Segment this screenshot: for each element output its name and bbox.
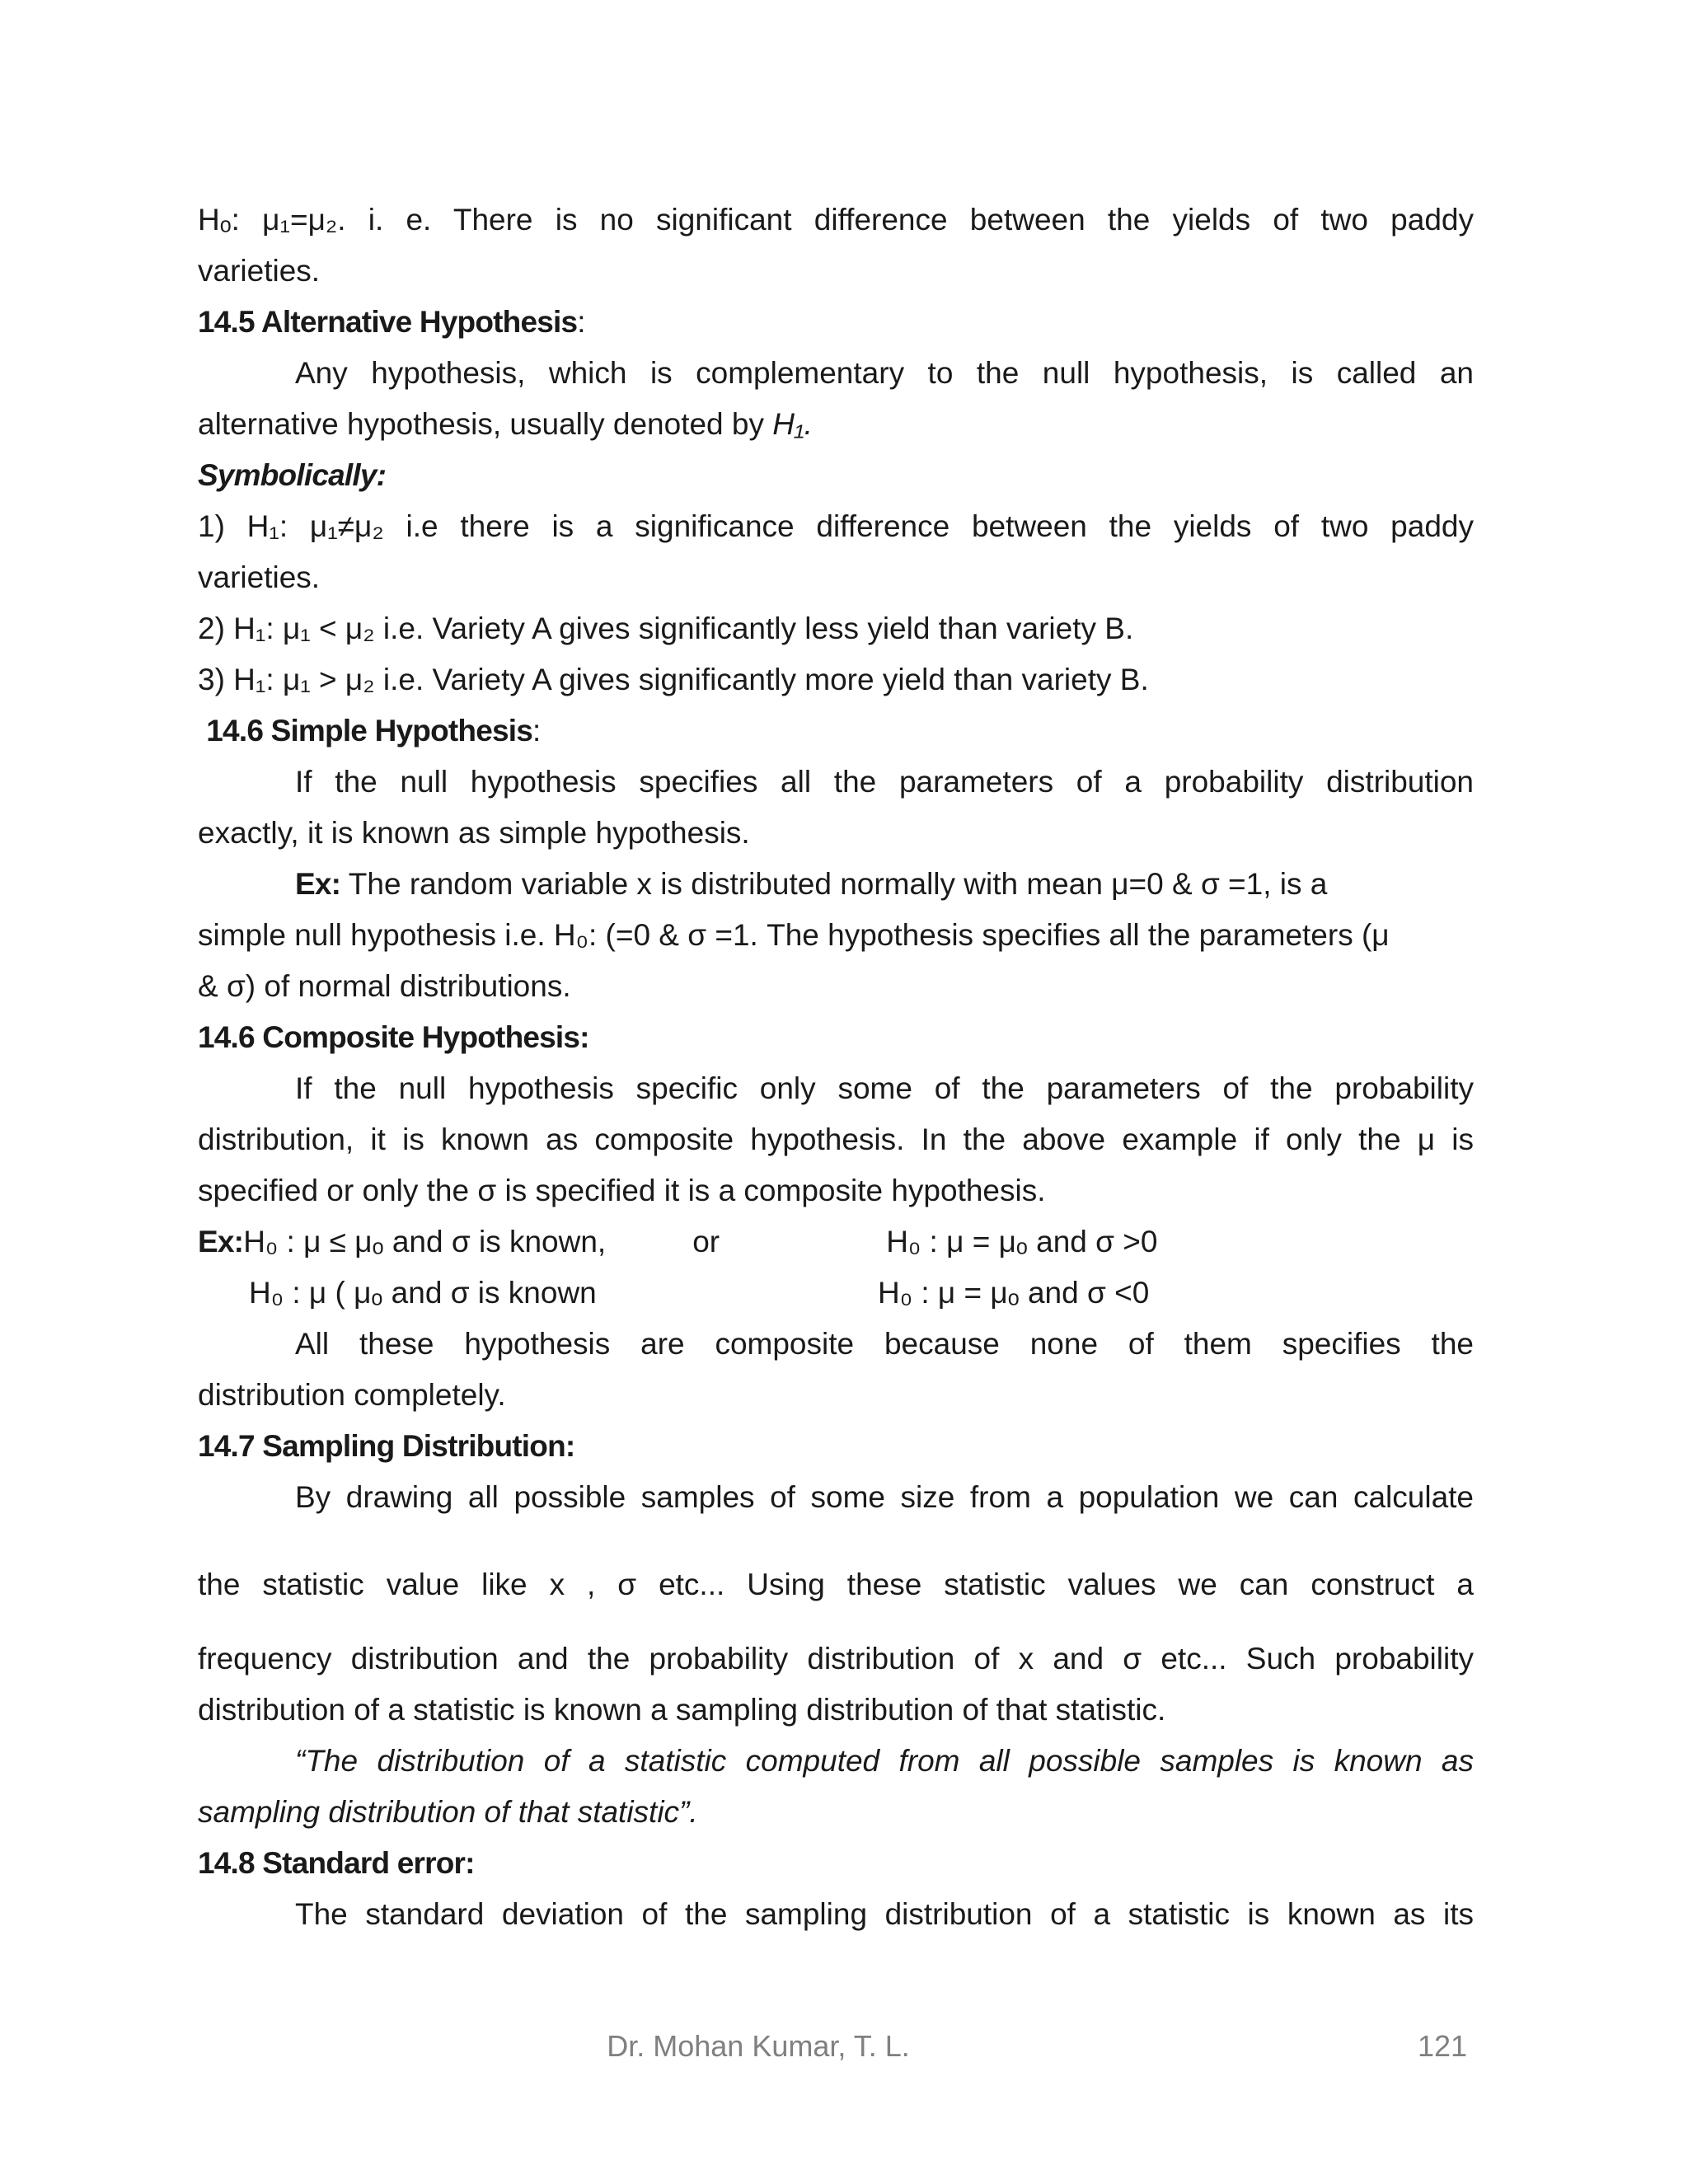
paragraph-line: Hₒ: μ₁=μ₂. i. e. There is no significant difference between the yields of two paddy [198,203,1474,237]
paragraph-line: frequency distribution and the probability distribution of x and σ etc... Such probability [198,1642,1474,1675]
example-line [198,1268,1474,1319]
symbol-h1: H₁. [772,407,813,441]
paragraph-line: distribution of a statistic is known a sampling distribution of that statistic. [198,1693,1166,1727]
paragraph-line: If the null hypothesis specifies all the parameters of a probability distribution [295,765,1474,799]
section-heading-14-5 [198,297,1474,348]
or-text: or [692,1225,720,1258]
quote-line: sampling distribution of that statistic”. [198,1795,698,1829]
paragraph-line: 2) H₁: μ₁ < μ₂ i.e. Variety A gives significantly less yield than variety B. [198,612,1134,645]
document-body [198,194,1474,1940]
paragraph-line: varieties. [198,254,321,288]
paragraph-line: By drawing all possible samples of some size from a population we can calculate [295,1480,1474,1514]
section-heading-14-8: 14.8 Standard error: [198,1846,475,1880]
page-footer [0,2029,1688,2075]
section-heading-14-6-simple [198,705,1474,757]
quote-line: “The distribution of a statistic computed from all possible samples is known as [295,1744,1474,1778]
hypothesis-a2: H₀ : μ ( μₒ and σ is known [249,1276,597,1310]
heading-colon: : [577,305,586,339]
example-line [198,1216,1474,1268]
page-number: 121 [1418,2029,1468,2063]
paragraph-line: specified or only the σ is specified it is a composite hypothesis. [198,1174,1046,1207]
paragraph-line: varieties. [198,560,321,594]
example-line [198,859,1474,910]
heading-text: 14.6 Simple Hypothesis [206,714,533,748]
footer-author: Dr. Mohan Kumar, T. L. [607,2029,910,2063]
example-label: Ex: [295,867,341,901]
hypothesis-a1: H₀ : μ ≤ μₒ and σ is known, [243,1225,607,1258]
text-run: alternative hypothesis, usually denoted by [198,407,773,441]
symbolically-label: Symbolically: [198,458,387,492]
heading-text: 14.5 Alternative Hypothesis [198,305,578,339]
paragraph-line: distribution completely. [198,1378,506,1412]
paragraph-line: exactly, it is known as simple hypothesis. [198,816,750,850]
paragraph-line: 1) H₁: μ₁≠μ₂ i.e there is a significance difference between the yields of two paddy [198,509,1474,543]
paragraph-line: & σ) of normal distributions. [198,969,571,1003]
paragraph-line: 3) H₁: μ₁ > μ₂ i.e. Variety A gives significantly more yield than variety B. [198,663,1149,696]
paragraph-line: The standard deviation of the sampling distribution of a statistic is known as its [295,1897,1474,1931]
paragraph-line: simple null hypothesis i.e. H₀: (=0 & σ =1. The hypothesis specifies all the parameters (μ [198,918,1390,952]
paragraph-line: All these hypothesis are composite because none of them specifies the [295,1327,1474,1361]
paragraph-line: the statistic value like x , σ etc... Using these statistic values we can construct a [198,1568,1474,1601]
paragraph-line: If the null hypothesis specific only some of the parameters of the probability [295,1071,1474,1105]
hypothesis-b1: H₀ : μ = μₒ and σ >0 [886,1225,1158,1258]
heading-colon: : [532,714,542,748]
example-label: Ex: [198,1225,244,1258]
section-heading-14-6-composite: 14.6 Composite Hypothesis: [198,1020,589,1054]
paragraph-line [198,399,1474,450]
paragraph-line: Any hypothesis, which is complementary to the null hypothesis, is called an [295,356,1474,390]
section-heading-14-7: 14.7 Sampling Distribution: [198,1429,575,1463]
hypothesis-b2: H₀ : μ = μₒ and σ <0 [878,1276,1150,1310]
paragraph-line: distribution, it is known as composite hypothesis. In the above example if only the μ is [198,1122,1474,1156]
spacer [198,1610,1474,1633]
spacer [198,1523,1474,1559]
text-run: The random variable x is distributed normally with mean μ=0 & σ =1, is a [340,867,1328,901]
